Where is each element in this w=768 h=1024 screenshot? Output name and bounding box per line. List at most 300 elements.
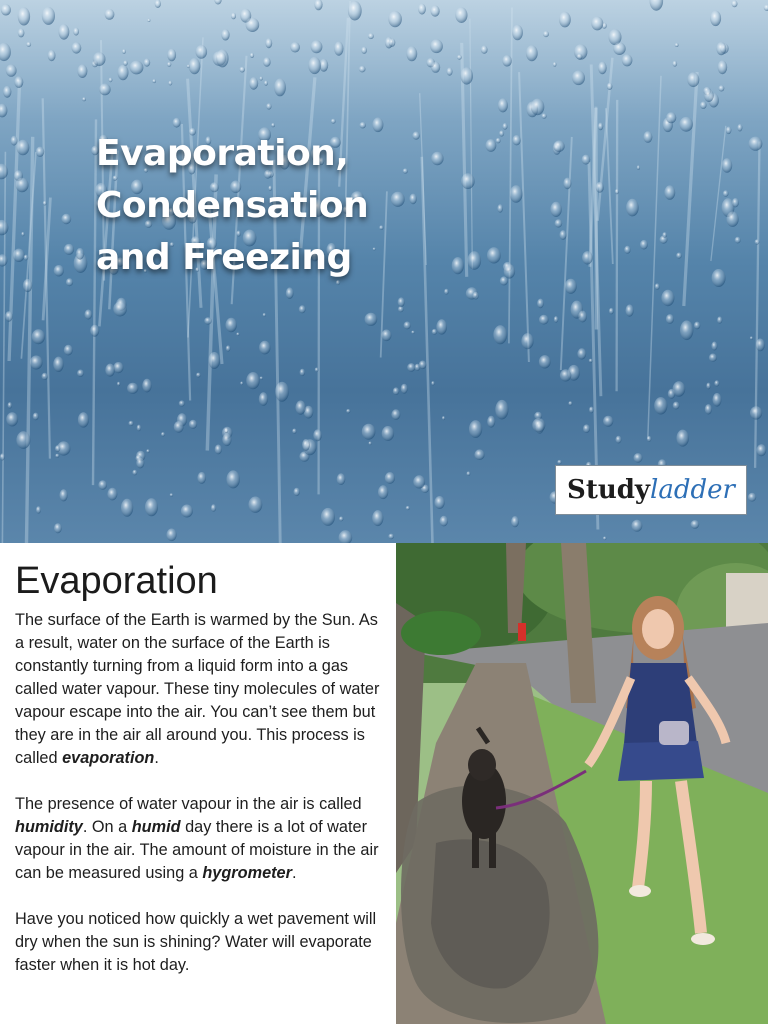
water-droplet (512, 135, 520, 145)
water-droplet (412, 132, 420, 140)
water-streak (561, 137, 572, 370)
water-droplet (607, 83, 613, 90)
water-droplet (6, 64, 17, 76)
water-droplet (36, 506, 41, 513)
water-droplet (362, 424, 376, 440)
water-droplet (72, 42, 82, 53)
water-droplet (503, 123, 508, 130)
water-droplet (313, 429, 322, 441)
water-droplet (18, 7, 30, 25)
water-droplet (719, 85, 725, 91)
water-droplet (189, 58, 201, 74)
water-droplet (755, 239, 760, 244)
water-droplet (764, 5, 768, 11)
water-droplet (321, 508, 335, 526)
water-droplet (609, 308, 614, 314)
water-droplet (568, 401, 572, 405)
water-droplet (26, 42, 31, 47)
water-droplet (118, 65, 129, 81)
water-droplet (286, 288, 294, 299)
water-droplet (259, 341, 270, 355)
water-streak (2, 152, 5, 543)
water-droplet (21, 232, 24, 236)
water-droplet (137, 425, 141, 432)
water-droplet (226, 318, 237, 332)
keyword-hygrometer: hygrometer (202, 864, 292, 882)
water-droplet (654, 397, 667, 414)
water-droplet (495, 400, 508, 420)
water-droplet (411, 331, 414, 334)
water-droplet (11, 136, 18, 146)
water-droplet (73, 28, 79, 36)
water-droplet (130, 61, 144, 75)
water-droplet (53, 357, 63, 372)
water-droplet (382, 426, 394, 441)
water-droplet (413, 475, 425, 488)
water-droplet (406, 46, 417, 61)
water-droplet (460, 67, 473, 84)
water-droplet (294, 488, 300, 496)
title-line: Evaporation, (96, 133, 349, 174)
water-droplet (732, 0, 738, 7)
evaporation-section (0, 543, 396, 1024)
water-droplet (398, 297, 405, 307)
water-droplet (3, 86, 11, 98)
water-droplet (510, 185, 523, 203)
water-droplet (511, 516, 519, 527)
water-droplet (365, 313, 378, 326)
water-droplet (181, 505, 193, 518)
water-droplet (372, 510, 383, 526)
water-droplet (263, 57, 271, 66)
section-heading: Evaporation (15, 560, 218, 602)
water-droplet (440, 516, 448, 527)
water-droplet (723, 190, 729, 197)
water-droplet (598, 62, 607, 75)
photo-illustration (396, 543, 768, 1024)
water-droplet (666, 112, 676, 123)
water-droplet (496, 138, 501, 143)
water-droplet (582, 251, 593, 264)
keyword-humid: humid (131, 818, 181, 836)
keyword-evaporation: evaporation (62, 749, 155, 767)
water-droplet (626, 199, 639, 217)
water-droplet (718, 60, 728, 74)
water-droplet (687, 72, 699, 87)
water-droplet (403, 168, 408, 173)
water-droplet (214, 0, 221, 5)
water-droplet (250, 53, 254, 58)
water-droplet (5, 311, 13, 322)
water-droplet (109, 78, 113, 83)
water-droplet (16, 431, 30, 449)
water-droplet (337, 473, 346, 485)
water-droplet (711, 342, 717, 351)
water-droplet (499, 130, 504, 136)
water-droplet (215, 445, 222, 455)
water-droplet (260, 377, 263, 380)
water-droplet (77, 64, 87, 78)
water-droplet (532, 418, 545, 432)
water-droplet (539, 315, 549, 325)
water-droplet (174, 421, 184, 433)
paragraph-text: The surface of the Earth is warmed by the Sun. As a result, water on the surface of the Earth is constantly turning from a liquid form into a gas called water vapour. These tiny molecules of water vapour escape into the air. You can’t see them but they are in the air all around you. This process is called (15, 611, 380, 767)
water-droplet (42, 7, 55, 25)
water-droplet (537, 299, 544, 309)
water-droplet (726, 127, 732, 135)
water-droplet (455, 7, 467, 23)
water-streak (596, 108, 597, 330)
water-droplet (372, 118, 383, 133)
water-droplet (61, 214, 71, 224)
water-droplet (263, 313, 266, 317)
studyladder-logo[interactable] (555, 465, 747, 515)
water-droplet (13, 249, 25, 262)
water-droplet (17, 140, 30, 156)
water-droplet (331, 119, 336, 124)
water-droplet (221, 29, 229, 40)
water-droplet (431, 381, 434, 385)
water-droplet (224, 428, 228, 433)
water-droplet (373, 248, 376, 251)
water-droplet (598, 123, 603, 131)
water-droplet (560, 369, 571, 381)
water-droplet (361, 47, 367, 54)
water-droplet (452, 257, 464, 274)
water-droplet (59, 24, 70, 40)
water-droplet (486, 139, 497, 152)
paragraph-text: The presence of water vapour in the air is called (15, 795, 362, 813)
water-droplet (709, 354, 717, 362)
water-droplet (196, 45, 208, 59)
water-droplet (722, 158, 732, 172)
water-droplet (647, 436, 651, 442)
water-streak (470, 19, 472, 270)
water-droplet (655, 283, 660, 289)
water-droplet (99, 84, 111, 96)
water-droplet (271, 123, 275, 127)
water-droplet (30, 356, 43, 370)
water-droplet (55, 445, 60, 452)
water-droplet (578, 311, 587, 323)
water-droplet (526, 45, 538, 61)
water-droplet (348, 1, 362, 21)
water-droplet (144, 59, 151, 67)
water-droplet (616, 436, 622, 444)
water-droplet (260, 77, 263, 81)
water-droplet (461, 173, 475, 189)
water-droplet (246, 372, 259, 389)
water-droplet (314, 0, 322, 10)
water-droplet (468, 251, 482, 270)
water-droplet (756, 339, 765, 352)
water-droplet (498, 98, 508, 112)
water-droplet (487, 247, 501, 263)
water-droplet (431, 62, 440, 73)
water-droplet (132, 470, 137, 476)
water-droplet (147, 19, 150, 22)
water-droplet (23, 279, 32, 292)
water-droplet (211, 504, 216, 512)
water-droplet (48, 50, 56, 61)
water-streak (519, 72, 529, 362)
water-droplet (637, 165, 640, 170)
water-droplet (155, 0, 161, 8)
water-droplet (359, 66, 366, 73)
water-streak (26, 137, 32, 543)
water-droplet (167, 62, 171, 67)
water-droplet (0, 164, 8, 180)
water-droplet (54, 265, 64, 276)
water-droplet (368, 33, 374, 39)
water-droplet (640, 240, 648, 250)
water-droplet (409, 194, 416, 205)
water-droplet (85, 310, 93, 320)
water-droplet (664, 185, 675, 199)
water-droplet (32, 329, 45, 344)
water-droplet (346, 409, 350, 413)
water-droplet (216, 49, 228, 67)
water-streak (648, 76, 661, 439)
water-droplet (179, 400, 185, 406)
water-droplet (146, 449, 149, 453)
water-droplet (197, 472, 206, 484)
water-droplet (521, 333, 533, 349)
water-droplet (129, 421, 134, 426)
water-droplet (700, 102, 707, 109)
water-droplet (603, 416, 613, 427)
water-droplet (77, 370, 84, 377)
water-droplet (66, 278, 73, 286)
water-droplet (123, 60, 128, 65)
title-line: and Freezing (96, 237, 352, 278)
water-droplet (553, 62, 557, 67)
water-droplet (64, 244, 74, 255)
water-droplet (296, 401, 306, 415)
water-droplet (105, 364, 115, 377)
water-droplet (401, 384, 408, 394)
water-droplet (209, 352, 221, 369)
water-droplet (539, 355, 551, 368)
water-droplet (334, 42, 343, 56)
water-droplet (673, 61, 678, 67)
water-droplet (236, 333, 239, 336)
water-droplet (662, 232, 667, 238)
water-droplet (117, 382, 120, 386)
water-droplet (559, 12, 571, 28)
water-droplet (404, 322, 411, 330)
water-droplet (469, 420, 482, 438)
water-droplet (550, 202, 561, 217)
water-droplet (704, 89, 714, 102)
water-droplet (705, 404, 712, 414)
water-droplet (127, 383, 138, 394)
water-droplet (90, 325, 99, 337)
water-droplet (339, 517, 343, 522)
water-droplet (735, 237, 741, 244)
water-droplet (675, 43, 679, 47)
water-droplet (16, 178, 29, 192)
water-droplet (582, 155, 591, 165)
water-droplet (406, 506, 410, 510)
water-droplet (750, 336, 753, 339)
water-droplet (407, 363, 415, 372)
water-droplet (643, 131, 652, 143)
water-droplet (381, 330, 391, 342)
water-droplet (457, 55, 462, 60)
water-droplet (572, 71, 585, 86)
water-droplet (339, 530, 353, 543)
paragraph-text: . (291, 864, 297, 882)
water-droplet (300, 369, 305, 376)
water-droplet (302, 439, 310, 451)
water-droplet (6, 412, 18, 426)
water-droplet (0, 254, 7, 266)
water-droplet (493, 325, 507, 344)
water-droplet (589, 359, 593, 363)
water-droplet (315, 368, 319, 373)
water-droplet (311, 40, 323, 53)
girl-walking-dog-photo (396, 543, 768, 1024)
water-droplet (379, 225, 383, 230)
water-droplet (555, 219, 563, 227)
water-droplet (442, 416, 445, 420)
water-droplet (204, 317, 211, 324)
water-droplet (136, 458, 144, 469)
water-droplet (632, 520, 643, 532)
water-droplet (727, 212, 739, 227)
water-droplet (583, 424, 590, 433)
water-droplet (265, 38, 272, 48)
paragraph-text: . (154, 749, 159, 767)
logo-study-text: Study (567, 475, 651, 505)
water-droplet (748, 493, 756, 502)
water-droplet (161, 432, 165, 436)
water-droplet (239, 67, 245, 73)
water-droplet (706, 383, 710, 390)
water-droplet (264, 81, 268, 86)
water-droplet (557, 460, 561, 464)
water-droplet (447, 68, 453, 76)
water-droplet (531, 99, 545, 116)
water-droplet (82, 97, 86, 101)
water-droplet (502, 55, 512, 66)
water-droplet (274, 79, 286, 97)
water-droplet (415, 364, 421, 371)
water-droplet (676, 253, 682, 259)
water-droplet (504, 264, 515, 278)
water-droplet (105, 9, 115, 20)
water-droplet (615, 189, 619, 194)
water-droplet (18, 28, 25, 37)
water-droplet (474, 449, 484, 460)
water-droplet (673, 402, 680, 410)
paragraph-text: day there is a lot of water vapour in the air. The amount of moisture in the air can be measured using a (15, 818, 379, 882)
water-droplet (553, 141, 564, 152)
water-droplet (560, 230, 567, 240)
water-droplet (14, 76, 23, 88)
water-droplet (167, 49, 176, 62)
water-droplet (33, 413, 39, 421)
water-droplet (8, 402, 12, 408)
water-droplet (750, 406, 762, 419)
water-droplet (142, 379, 151, 393)
water-droplet (64, 345, 73, 356)
water-droplet (673, 381, 686, 396)
water-droplet (391, 409, 400, 420)
water-droplet (369, 442, 372, 446)
water-droplet (93, 52, 106, 66)
water-droplet (231, 13, 236, 20)
water-droplet (563, 178, 571, 190)
water-droplet (732, 198, 739, 207)
water-droplet (487, 416, 495, 428)
water-droplet (24, 255, 29, 261)
water-droplet (107, 488, 117, 501)
water-droplet (292, 429, 296, 434)
water-droplet (737, 124, 742, 131)
water-droplet (1, 4, 11, 15)
water-droplet (222, 434, 231, 447)
water-droplet (388, 534, 394, 540)
water-droplet (565, 279, 577, 294)
water-droplet (473, 292, 479, 300)
water-droplet (299, 305, 306, 313)
water-droplet (389, 38, 396, 47)
water-droplet (542, 113, 547, 118)
water-droplet (398, 306, 404, 312)
water-droplet (0, 43, 11, 61)
water-droplet (577, 54, 583, 60)
water-droplet (467, 471, 471, 476)
water-droplet (418, 4, 426, 15)
water-droplet (388, 11, 402, 27)
water-droplet (113, 362, 123, 373)
water-droplet (98, 480, 107, 490)
water-droplet (634, 453, 643, 463)
water-droplet (717, 317, 722, 324)
water-droplet (661, 290, 674, 306)
water-droplet (275, 382, 289, 402)
water-droplet (393, 387, 399, 395)
water-droplet (713, 393, 722, 407)
paragraph-humidity (15, 793, 382, 885)
water-droplet (122, 49, 126, 54)
water-droplet (431, 6, 440, 17)
water-droplet (0, 104, 7, 118)
water-droplet (78, 412, 89, 427)
title-line: Condensation (96, 185, 369, 226)
water-droplet (43, 201, 47, 206)
water-droplet (249, 497, 263, 513)
water-droplet (430, 39, 443, 53)
water-droplet (226, 345, 231, 351)
water-droplet (589, 407, 594, 414)
water-droplet (385, 472, 395, 484)
water-droplet (622, 54, 633, 66)
water-droplet (512, 25, 523, 41)
water-droplet (679, 117, 693, 132)
water-droplet (259, 392, 268, 406)
water-droplet (710, 10, 721, 26)
water-droplet (666, 314, 674, 324)
water-droplet (266, 103, 271, 109)
water-droplet (431, 152, 443, 165)
water-droplet (444, 289, 449, 295)
water-droplet (227, 470, 240, 488)
water-streak (684, 72, 697, 306)
water-droplet (170, 493, 173, 496)
